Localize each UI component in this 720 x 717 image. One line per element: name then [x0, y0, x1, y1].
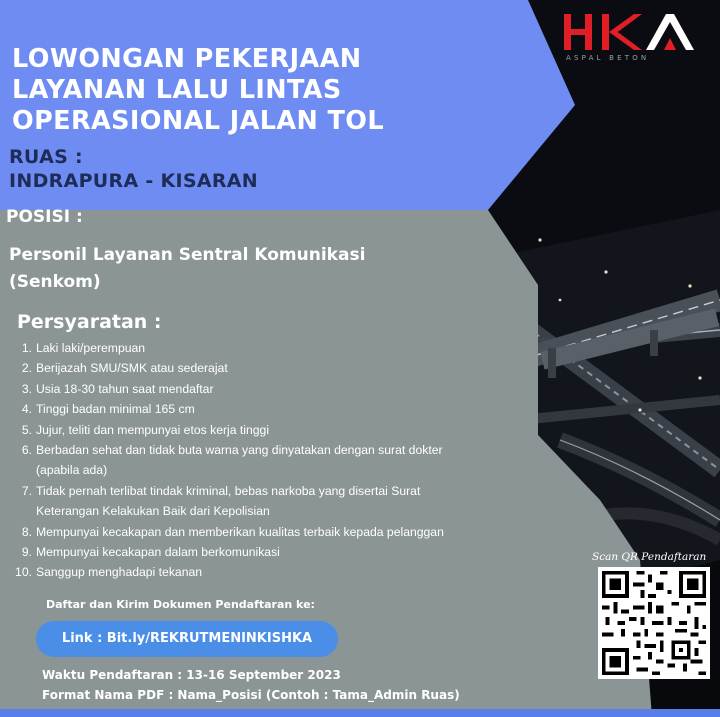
list-item: 7. Tidak pernah terlibat tindak kriminal, bebas narkoba yang disertai Surat [21, 483, 421, 498]
logo-subtext: ASPAL BETON [566, 54, 650, 62]
posisi-value [9, 242, 365, 296]
headline-line-3: OPERASIONAL JALAN TOL [12, 106, 385, 136]
posisi-value-line-2: (Senkom) [9, 272, 101, 292]
list-item: 1. Laki laki/perempuan [21, 341, 146, 355]
registration-link-label: Link : Bit.ly/REKRUTMENINKISHKA [61, 631, 313, 646]
list-item: 4. Tinggi badan minimal 165 cm [21, 402, 195, 417]
list-item: 5. Jujur, teliti dan mempunyai etos kerja tinggi [21, 422, 270, 437]
list-item-continuation: (apabila ada) [36, 463, 108, 478]
list-item: 3. Usia 18-30 tahun saat mendaftar [21, 381, 214, 396]
bottom-accent-strip [0, 709, 720, 717]
posisi-label: POSISI : [6, 207, 83, 227]
pdf-name-format: Format Nama PDF : Nama_Posisi (Contoh : Tama_Admin Ruas) [42, 688, 460, 702]
registration-link-button[interactable] [36, 621, 338, 657]
ruas-label: RUAS : [9, 146, 83, 168]
headline-line-1: LOWONGAN PEKERJAAN [12, 44, 362, 74]
list-item: 2. Berijazah SMU/SMK atau sederajat [21, 361, 228, 376]
list-item-continuation: Keterangan Kelakukan Baik dari Kepolisian [36, 504, 270, 519]
logo-h-mark [564, 14, 592, 50]
logo-k-mark [602, 14, 642, 50]
qr-code[interactable] [598, 567, 710, 679]
scan-qr-label: Scan QR Pendaftaran [592, 551, 707, 563]
ruas-value: INDRAPURA - KISARAN [9, 170, 258, 192]
headline [12, 44, 384, 137]
requirements-list [14, 338, 534, 583]
registration-period: Waktu Pendaftaran : 13-16 September 2023 [42, 668, 341, 682]
posisi-value-line-1: Personil Layanan Sentral Komunikasi [9, 245, 366, 265]
list-item: 10. Sanggup menghadapi tekanan [15, 565, 203, 580]
list-item: 6. Berbadan sehat dan tidak buta warna yang dinyatakan dengan surat dokter [21, 443, 443, 458]
daftar-instruction: Daftar dan Kirim Dokumen Pendaftaran ke: [46, 598, 315, 611]
logo-a-mark [646, 14, 694, 50]
list-item: 9. Mempunyai kecakapan dalam berkomunikasi [21, 545, 280, 560]
list-item: 8. Mempunyai kecakapan dan memberikan kualitas terbaik kepada pelanggan [21, 524, 444, 539]
requirements-title: Persyaratan : [17, 311, 162, 333]
headline-line-2: LAYANAN LALU LINTAS [12, 75, 342, 105]
